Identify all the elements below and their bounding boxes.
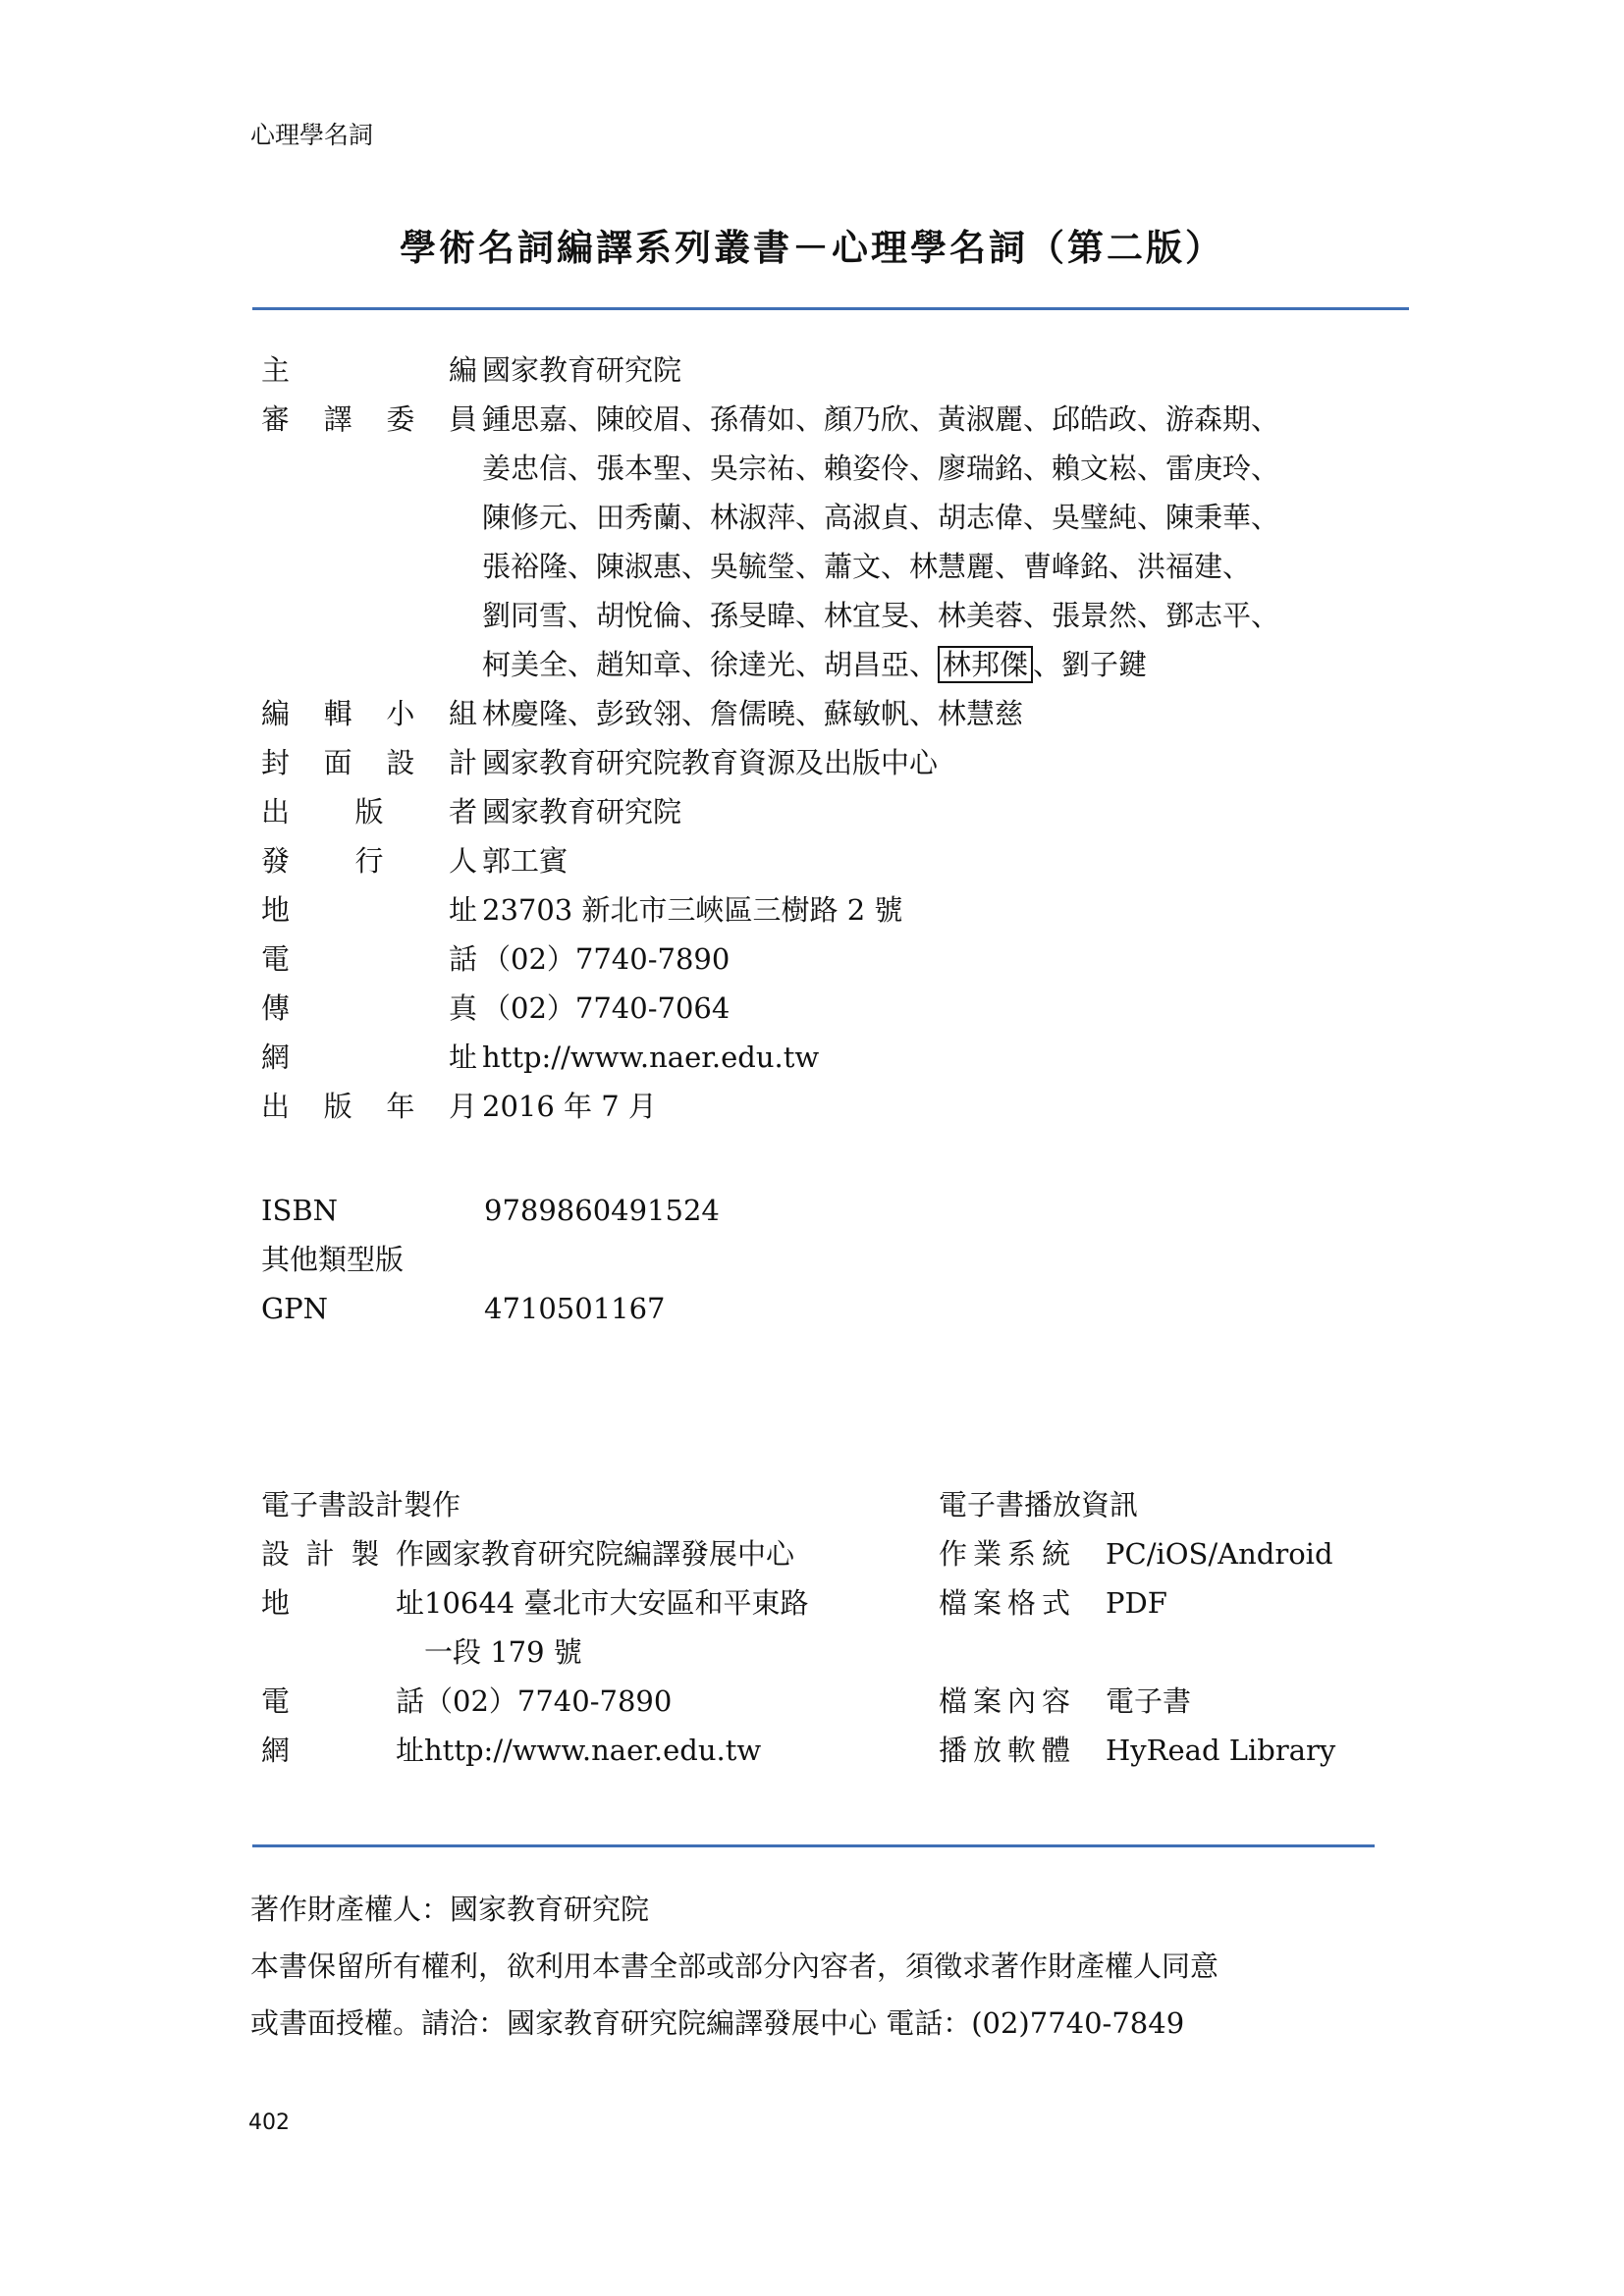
phone-label: 電話	[261, 942, 477, 976]
ebook-address-line1: 10644 臺北市大安區和平東路	[424, 1586, 809, 1620]
publisher-label: 出版者	[261, 795, 477, 828]
play-os-value: PC/iOS/Android	[1106, 1537, 1333, 1571]
reviewers-line: 鍾思嘉、陳皎眉、孫蒨如、顏乃欣、黃淑麗、邱皓政、游森期、	[482, 402, 1280, 436]
reviewers-line: 劉同雪、胡悅倫、孫旻暐、林宜旻、林美蓉、張景然、鄧志平、	[482, 599, 1280, 632]
date-value: 2016 年 7 月	[482, 1090, 657, 1123]
issuer-row	[261, 836, 1380, 885]
other-format-label: 其他類型版	[261, 1243, 405, 1276]
editing-value: 林慶隆、彭致翎、詹儒曉、蘇敏帆、林慧慈	[482, 697, 1024, 730]
page-title: 學術名詞編譯系列叢書－心理學名詞（第二版）	[400, 226, 1224, 269]
gpn-value: 4710501167	[484, 1292, 666, 1325]
web-row	[261, 1033, 1380, 1082]
fax-label: 傳真	[261, 991, 477, 1025]
ebook-address-label: 地址	[261, 1586, 424, 1620]
editing-row	[261, 689, 1380, 738]
editor-label: 主編	[261, 353, 477, 387]
play-os-label: 作業系統	[939, 1537, 1070, 1571]
ebook-phone-label: 電話	[261, 1684, 424, 1718]
editor-value: 國家教育研究院	[482, 353, 682, 387]
play-software-label: 播放軟體	[939, 1734, 1070, 1767]
play-content-value: 電子書	[1106, 1684, 1192, 1718]
play-format-value: PDF	[1106, 1586, 1167, 1620]
reviewers-value	[482, 395, 1380, 689]
phone-row	[261, 934, 1380, 984]
isbn-block	[261, 1186, 720, 1333]
play-os-row	[939, 1529, 1335, 1578]
publication-info	[261, 346, 1380, 1131]
ebook-production	[261, 1480, 915, 1775]
isbn-value: 9789860491524	[484, 1194, 720, 1227]
gpn-label: GPN	[261, 1292, 329, 1325]
cover-label: 封面設計	[261, 746, 477, 779]
editor-row	[261, 346, 1380, 395]
isbn-label: ISBN	[261, 1194, 339, 1227]
fax-value: （02）7740-7064	[482, 991, 731, 1025]
address-value: 23703 新北市三峽區三樹路 2 號	[482, 893, 903, 927]
reviewers-line-last	[482, 640, 1380, 689]
play-content-row	[939, 1677, 1335, 1726]
copyright-line: 本書保留所有權利，欲利用本書全部或部分內容者，須徵求著作財產權人同意	[250, 1949, 1219, 1983]
ebook-design-value: 國家教育研究院編譯發展中心	[424, 1537, 795, 1571]
ebook-address-line2: 一段 179 號	[424, 1635, 582, 1669]
reviewers-line: 姜忠信、張本聖、吳宗祐、賴姿伶、廖瑞銘、賴文崧、雷庚玲、	[482, 452, 1280, 485]
ebook-heading: 電子書設計製作	[261, 1488, 461, 1522]
phone-value: （02）7740-7890	[482, 942, 731, 976]
ebook-play-info	[939, 1480, 1335, 1775]
fax-row	[261, 984, 1380, 1033]
web-value: http://www.naer.edu.tw	[482, 1041, 820, 1074]
ebook-address-value	[424, 1578, 915, 1677]
boxed-name: 林邦傑	[938, 646, 1033, 683]
publisher-row	[261, 787, 1380, 836]
address-label: 地址	[261, 893, 477, 927]
isbn-row	[261, 1186, 720, 1235]
reviewers-line: 張裕隆、陳淑惠、吳毓瑩、蕭文、林慧麗、曹峰銘、洪福建、	[482, 550, 1252, 583]
date-label: 出版年月	[261, 1090, 477, 1123]
copyright-divider	[252, 1844, 1375, 1847]
issuer-value: 郭工賓	[482, 844, 568, 878]
ebook-web-label: 網址	[261, 1734, 424, 1767]
ebook-phone-row	[261, 1677, 915, 1726]
play-software-value: HyRead Library	[1106, 1734, 1336, 1767]
ebook-address-row	[261, 1578, 915, 1677]
copyright-notice	[250, 1881, 1389, 2052]
ebook-web-value: http://www.naer.edu.tw	[424, 1734, 762, 1767]
play-heading: 電子書播放資訊	[939, 1488, 1139, 1522]
play-format-label: 檔案格式	[939, 1586, 1070, 1620]
address-row	[261, 885, 1380, 934]
cover-value: 國家教育研究院教育資源及出版中心	[482, 746, 939, 779]
gpn-row	[261, 1284, 720, 1333]
ebook-web-row	[261, 1726, 915, 1775]
reviewers-last-pre: 柯美全、趙知章、徐達光、胡昌亞、	[482, 648, 939, 681]
ebook-design-label: 設計製作	[261, 1537, 424, 1571]
copyright-line: 或書面授權。請洽：國家教育研究院編譯發展中心 電話：(02)7740-7849	[250, 2006, 1185, 2040]
page-number: 402	[248, 2110, 290, 2135]
title-divider	[252, 307, 1409, 310]
running-header: 心理學名詞	[250, 121, 374, 149]
play-spacer	[939, 1628, 1335, 1677]
copyright-holder: 著作財產權人：國家教育研究院	[250, 1893, 650, 1926]
reviewers-line: 陳修元、田秀蘭、林淑萍、高淑貞、胡志偉、吳璧純、陳秉華、	[482, 501, 1280, 534]
web-label: 網址	[261, 1041, 477, 1074]
issuer-label: 發行人	[261, 844, 477, 878]
play-content-label: 檔案內容	[939, 1684, 1070, 1718]
ebook-phone-value: （02）7740-7890	[424, 1684, 673, 1718]
other-format-row	[261, 1235, 720, 1284]
reviewers-last-post: 、劉子鍵	[1033, 648, 1148, 681]
reviewers-label: 審譯委員	[261, 402, 477, 436]
play-software-row	[939, 1726, 1335, 1775]
cover-row	[261, 738, 1380, 787]
play-format-row	[939, 1578, 1335, 1628]
editing-label: 編輯小組	[261, 697, 477, 730]
publisher-value: 國家教育研究院	[482, 795, 682, 828]
date-row	[261, 1082, 1380, 1131]
ebook-design-row	[261, 1529, 915, 1578]
reviewers-row	[261, 395, 1380, 689]
